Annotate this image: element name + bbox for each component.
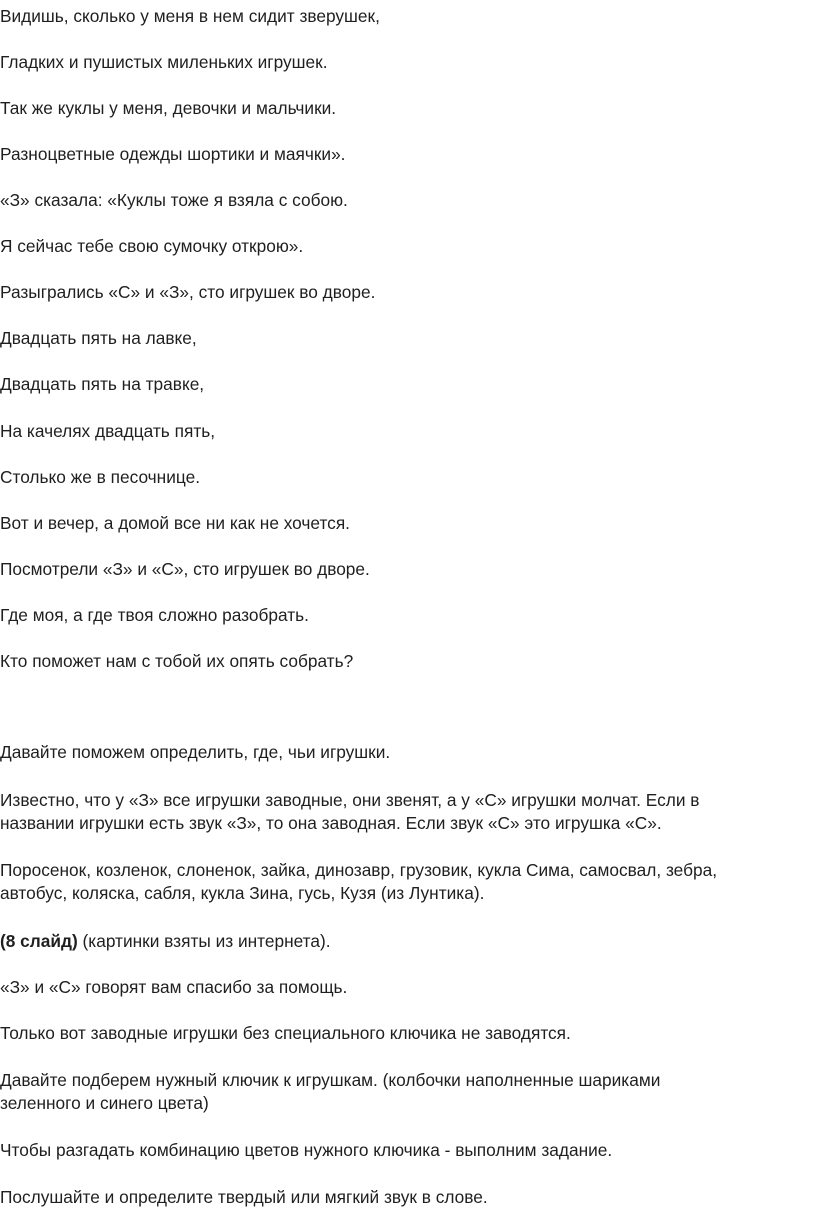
poem-line: Кто поможет нам с тобой их опять собрать? [0, 651, 354, 671]
poem-line: «З» сказала: «Куклы тоже я взяла с собою. [0, 190, 348, 210]
poem-line: Разыгрались «С» и «З», сто игрушек во дворе. [0, 282, 376, 302]
paragraph-toys-line: Поросенок, козленок, слоненок, зайка, динозавр, грузовик, кукла Сима, самосвал, зебра, [0, 860, 718, 880]
poem-line: Видишь, сколько у меня в нем сидит зверушек, [0, 6, 380, 26]
poem-line: Двадцать пять на лавке, [0, 328, 197, 348]
slide-note [0, 930, 331, 953]
paragraph-pick-line: зеленного и синего цвета) [0, 1093, 209, 1113]
paragraph-toys-line: автобус, коляска, сабля, кукла Зина, гусь, Кузя (из Лунтика). [0, 883, 485, 903]
poem-line: Я сейчас тебе свою сумочку открою». [0, 236, 304, 256]
poem-line: Столько же в песочнице. [0, 467, 200, 487]
slide-number: (8 слайд) [0, 931, 78, 951]
paragraph-task: Чтобы разгадать комбинацию цветов нужного ключика - выполним задание. [0, 1140, 613, 1160]
poem-line: Вот и вечер, а домой все ни как не хочется. [0, 513, 350, 533]
poem-line: На качелях двадцать пять, [0, 421, 216, 441]
poem-line: Так же куклы у меня, девочки и мальчики. [0, 98, 337, 118]
poem-line: Посмотрели «З» и «С», сто игрушек во дворе. [0, 559, 370, 579]
poem-line: Где моя, а где твоя сложно разобрать. [0, 605, 309, 625]
paragraph-pick-line: Давайте подберем нужный ключик к игрушкам. (колбочки наполненные шариками [0, 1070, 661, 1090]
paragraph-known-line: названии игрушки есть звук «З», то она заводная. Если звук «С» это игрушка «С». [0, 813, 662, 833]
poem-line: Разноцветные одежды шортики и маячки». [0, 144, 346, 164]
paragraph-listen: Послушайте и определите твердый или мягкий звук в слове. [0, 1187, 488, 1207]
poem-line: Гладких и пушистых миленьких игрушек. [0, 52, 328, 72]
slide-note-text: (картинки взяты из интернета). [77, 931, 331, 951]
paragraph-keys: Только вот заводные игрушки без специального ключика не заводятся. [0, 1023, 571, 1043]
poem-line: Двадцать пять на травке, [0, 374, 205, 394]
paragraph-known-line: Известно, что у «З» все игрушки заводные, они звенят, а у «С» игрушки молчат. Если в [0, 790, 700, 810]
paragraph-thanks: «З» и «С» говорят вам спасибо за помощь. [0, 977, 348, 997]
paragraph-help: Давайте поможем определить, где, чьи игрушки. [0, 742, 391, 762]
